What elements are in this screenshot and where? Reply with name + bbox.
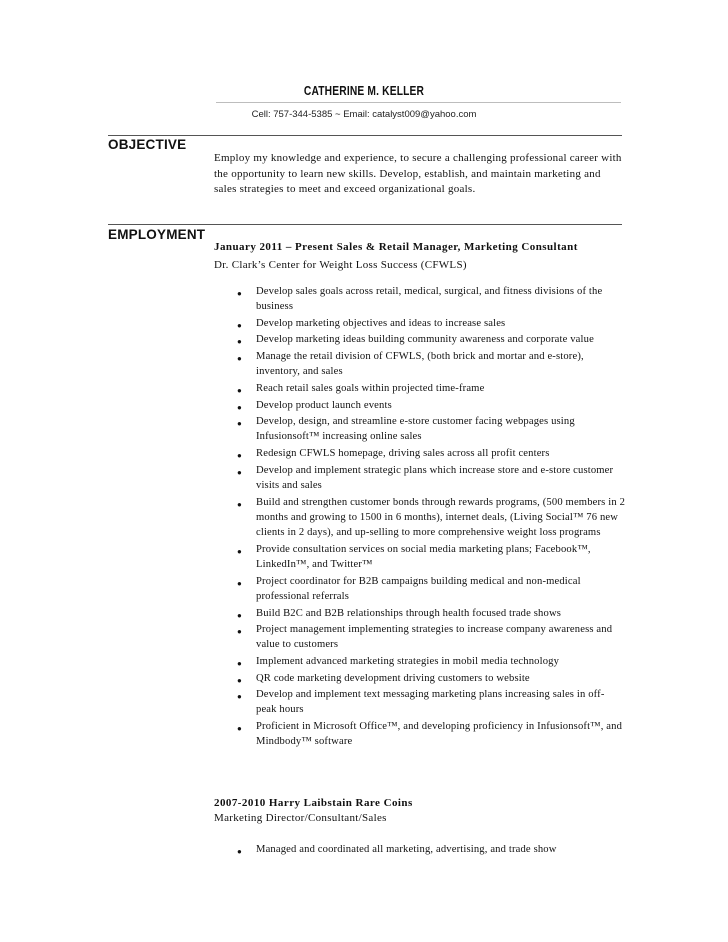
bullet-dot-icon: ●: [237, 546, 242, 556]
bullet-dot-icon: ●: [237, 692, 242, 702]
job1-title: January 2011 – Present Sales & Retail Manager, Marketing Consultant: [214, 241, 578, 253]
objective-divider: [108, 135, 622, 136]
employment-divider: [108, 224, 622, 225]
bullet-item: [232, 446, 627, 461]
bullet-item: [232, 332, 627, 347]
bullet-text: Implement advanced marketing strategies in mobil media technology: [256, 655, 560, 667]
job1-company: Dr. Clark’s Center for Weight Loss Success (CFWLS): [214, 259, 467, 271]
bullet-item: [232, 349, 627, 380]
bullet-dot-icon: ●: [237, 627, 242, 637]
bullet-text: Build B2C and B2B relationships through health focused trade shows: [256, 607, 562, 619]
contact-info: Cell: 757-344-5385 ~ Email: catalyst009@yahoo.com: [251, 109, 477, 120]
bullet-item: [232, 671, 627, 686]
bullet-dot-icon: ●: [237, 385, 242, 395]
bullet-text: Develop and implement strategic plans which increase store and e-store customer visits and sales: [256, 464, 614, 491]
bullet-text: Redesign CFWLS homepage, driving sales across all profit centers: [256, 448, 550, 460]
bullet-item: [232, 381, 627, 396]
bullet-dot-icon: ●: [237, 610, 242, 620]
job2-bullet-list: [232, 842, 627, 859]
bullet-text: Manage the retail division of CFWLS, (both brick and mortar and e-store), inventory, and sales: [256, 351, 584, 378]
bullet-text: QR code marketing development driving customers to website: [256, 672, 530, 684]
bullet-item: [232, 842, 627, 857]
bullet-dot-icon: ●: [237, 658, 242, 668]
bullet-item: [232, 574, 627, 605]
bullet-dot-icon: ●: [237, 499, 242, 509]
bullet-dot-icon: ●: [237, 402, 242, 412]
employment-heading: EMPLOYMENT: [108, 227, 206, 242]
objective-heading: OBJECTIVE: [108, 137, 187, 152]
bullet-item: [232, 622, 627, 653]
bullet-item: [232, 687, 627, 718]
bullet-dot-icon: ●: [237, 289, 242, 298]
bullet-text: Build and strengthen customer bonds through rewards programs, (500 members in 2 months and growing to 1500 in 6 months), internet deals, (Living Social™ 76 new clients in 2 days), and up-selling to more comprehensive weight loss programs: [256, 496, 626, 539]
bullet-dot-icon: ●: [237, 320, 242, 330]
bullet-item: [232, 414, 627, 445]
bullet-dot-icon: ●: [237, 467, 242, 477]
job1-bullet-list: [232, 284, 627, 751]
bullet-text: Develop marketing ideas building community awareness and corporate value: [256, 334, 594, 346]
bullet-item: [232, 542, 627, 573]
bullet-dot-icon: ●: [237, 675, 242, 685]
bullet-text: Provide consultation services on social media marketing plans; Facebook™, LinkedIn™, and Twitter™: [256, 543, 591, 571]
bullet-dot-icon: ●: [237, 354, 242, 364]
bullet-item: [232, 284, 627, 315]
bullet-text: Managed and coordinated all marketing, advertising, and trade show: [256, 844, 557, 855]
bullet-dot-icon: ●: [237, 578, 242, 588]
bullet-text: Develop sales goals across retail, medical, surgical, and fitness divisions of the business: [256, 286, 603, 313]
bullet-item: [232, 398, 627, 413]
bullet-dot-icon: ●: [237, 451, 242, 461]
bullet-text: Develop product launch events: [256, 399, 392, 411]
bullet-text: Proficient in Microsoft Office™, and developing proficiency in Infusionsoft™, and Mindbody™ software: [256, 721, 623, 748]
bullet-item: [232, 719, 627, 750]
job2-title: 2007-2010 Harry Laibstain Rare Coins: [214, 797, 413, 809]
bullet-text: Develop marketing objectives and ideas to increase sales: [256, 317, 506, 329]
bullet-text: Reach retail sales goals within projected time-frame: [256, 382, 485, 394]
bullet-item: [232, 316, 627, 331]
bullet-text: Develop, design, and streamline e-store customer facing webpages using Infusionsoft™ increasing online sales: [256, 416, 575, 443]
bullet-item: [232, 495, 627, 541]
job2-role: Marketing Director/Consultant/Sales: [214, 812, 387, 824]
bullet-item: [232, 654, 627, 669]
bullet-item: [232, 606, 627, 621]
bullet-text: Develop and implement text messaging marketing plans increasing sales in off- peak hours: [256, 689, 605, 716]
bullet-text: Project management implementing strategies to increase company awareness and value to customers: [256, 624, 613, 651]
bullet-dot-icon: ●: [237, 337, 242, 347]
bullet-item: [232, 463, 627, 494]
bullet-dot-icon: ●: [237, 847, 242, 856]
contact-divider: [216, 102, 621, 103]
objective-text: Employ my knowledge and experience, to secure a challenging professional career with the opportunity to learn new skills. Develop, establish, and maintain marketing and sales strategies to meet and exceed organizational goals.: [214, 152, 622, 195]
bullet-dot-icon: ●: [237, 419, 242, 429]
bullet-text: Project coordinator for B2B campaigns building medical and non-medical professional referrals: [256, 575, 581, 602]
resume-name: CATHERINE M. KELLER: [303, 84, 425, 98]
bullet-dot-icon: ●: [237, 724, 242, 734]
